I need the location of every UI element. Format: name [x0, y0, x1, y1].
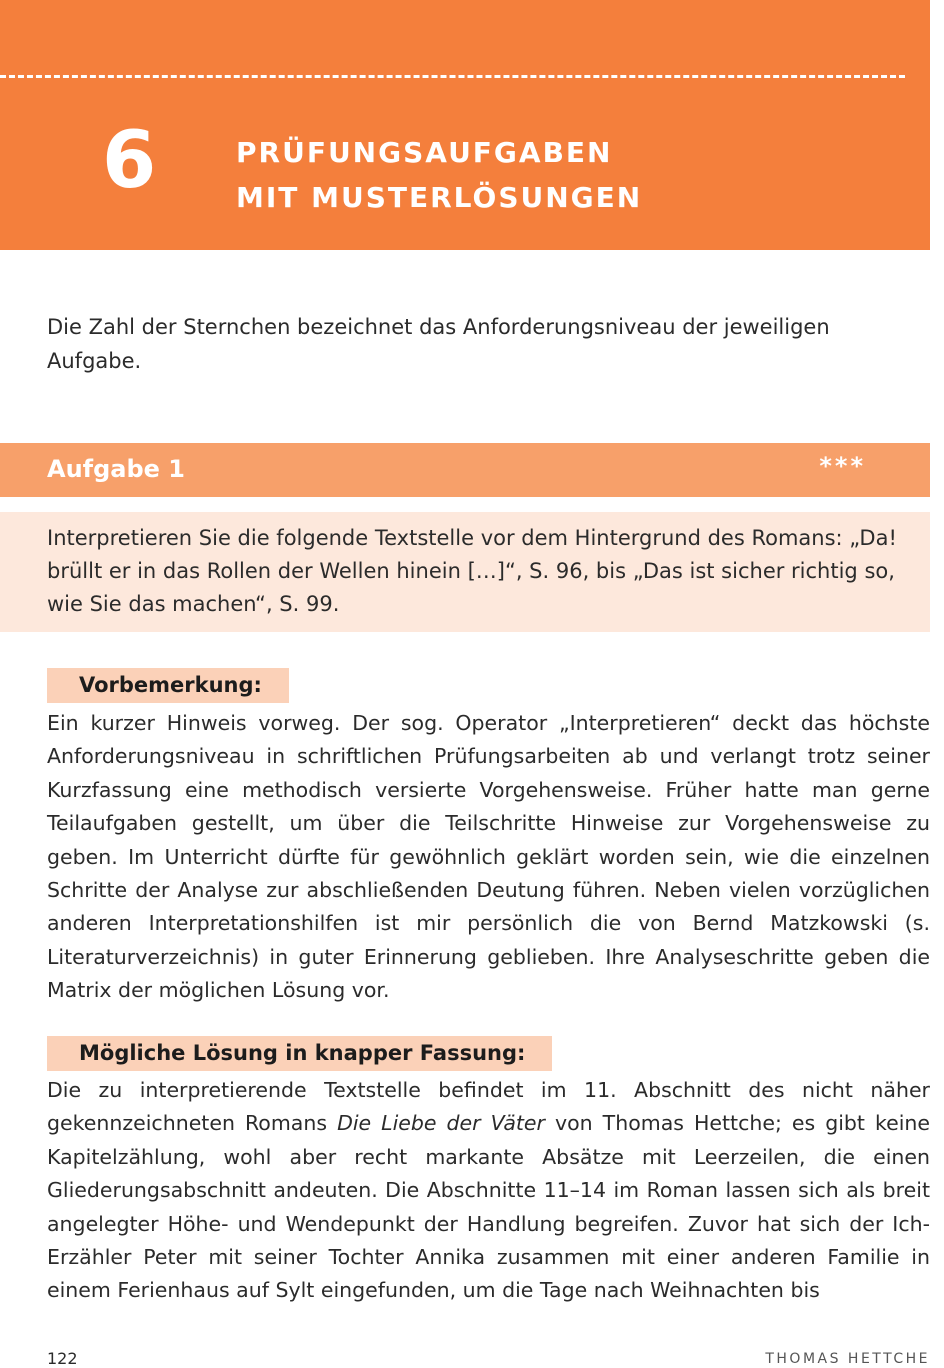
- chapter-number: 6: [102, 116, 157, 206]
- page-number: 122: [47, 1349, 78, 1368]
- book-title: Die Liebe der Väter: [337, 1111, 545, 1136]
- running-head: THOMAS HETTCHE: [765, 1351, 930, 1367]
- intro-text: Die Zahl der Sternchen bezeichnet das Anforderungsniveau der jeweiligen Aufgabe.: [47, 315, 830, 373]
- task-prompt-text: Interpretieren Sie die folgende Textstelle vor dem Hintergrund des Romans: „Da! brüllt er in das Rollen der Wellen hinein […]“, S. 96, bis „Das ist sicher richtig so, wie Sie das machen“, S. 99.: [47, 526, 897, 616]
- chapter-title: [236, 130, 642, 220]
- task-title: Aufgabe 1: [47, 455, 185, 483]
- chapter-banner: [0, 0, 930, 250]
- banner-dashed-rule: [0, 75, 905, 78]
- loesung-text-part-1: Die zu interpretierende Textstelle befindet im 11. Abschnitt des nicht näher gekennzeichneten Romans: [47, 1078, 930, 1136]
- task-prompt-box: [0, 512, 930, 632]
- difficulty-stars: ***: [819, 452, 866, 480]
- loesung-text: [47, 1074, 930, 1308]
- vorbemerkung-text: Ein kurzer Hinweis vorweg. Der sog. Operator „Interpretieren“ deckt das höchste Anforderungsniveau in schriftlichen Prüfungsarbeiten ab und verlangt trotz seiner Kurzfassung eine methodisch versierte Vorgehensweise. Früher hatte man gerne Teilaufgaben gestellt, um über die Teilschritte Hinweise zur Vorgehensweise zu geben. Im Unterricht dürfte für gewöhnlich geklärt worden sein, wie die einzelnen Schritte der Analyse zur abschließenden Deutung führen. Neben vielen vorzüglichen anderen Interpretationshilfen ist mir persönlich die von Bernd Matzkowski (s. Literaturverzeichnis) in guter Erinnerung geblieben. Ihre Analyseschritte geben die Matrix der möglichen Lösung vor.: [47, 711, 930, 1003]
- vorbemerkung-label: Vorbemerkung:: [47, 668, 289, 703]
- chapter-title-line-2: MIT MUSTERLÖSUNGEN: [236, 181, 643, 214]
- chapter-title-line-1: PRÜFUNGSAUFGABEN: [236, 136, 613, 169]
- loesung-text-part-2: von Thomas Hettche; es gibt keine Kapitelzählung, wohl aber recht markante Absätze mit Leerzeilen, die einen Gliederungsabschnitt andeuten. Die Abschnitte 11–14 im Roman lassen sich als breit angelegter Höhe- und Wendepunkt der Handlung begreifen. Zuvor hat sich der Ich-Erzähler Peter mit seiner Tochter Annika zusammen mit einer anderen Familie in einem Ferienhaus auf Sylt eingefunden, um die Tage nach Weihnachten bis: [47, 1111, 931, 1303]
- loesung-label: Mögliche Lösung in knapper Fassung:: [47, 1036, 552, 1071]
- task-header-bar: [0, 443, 930, 497]
